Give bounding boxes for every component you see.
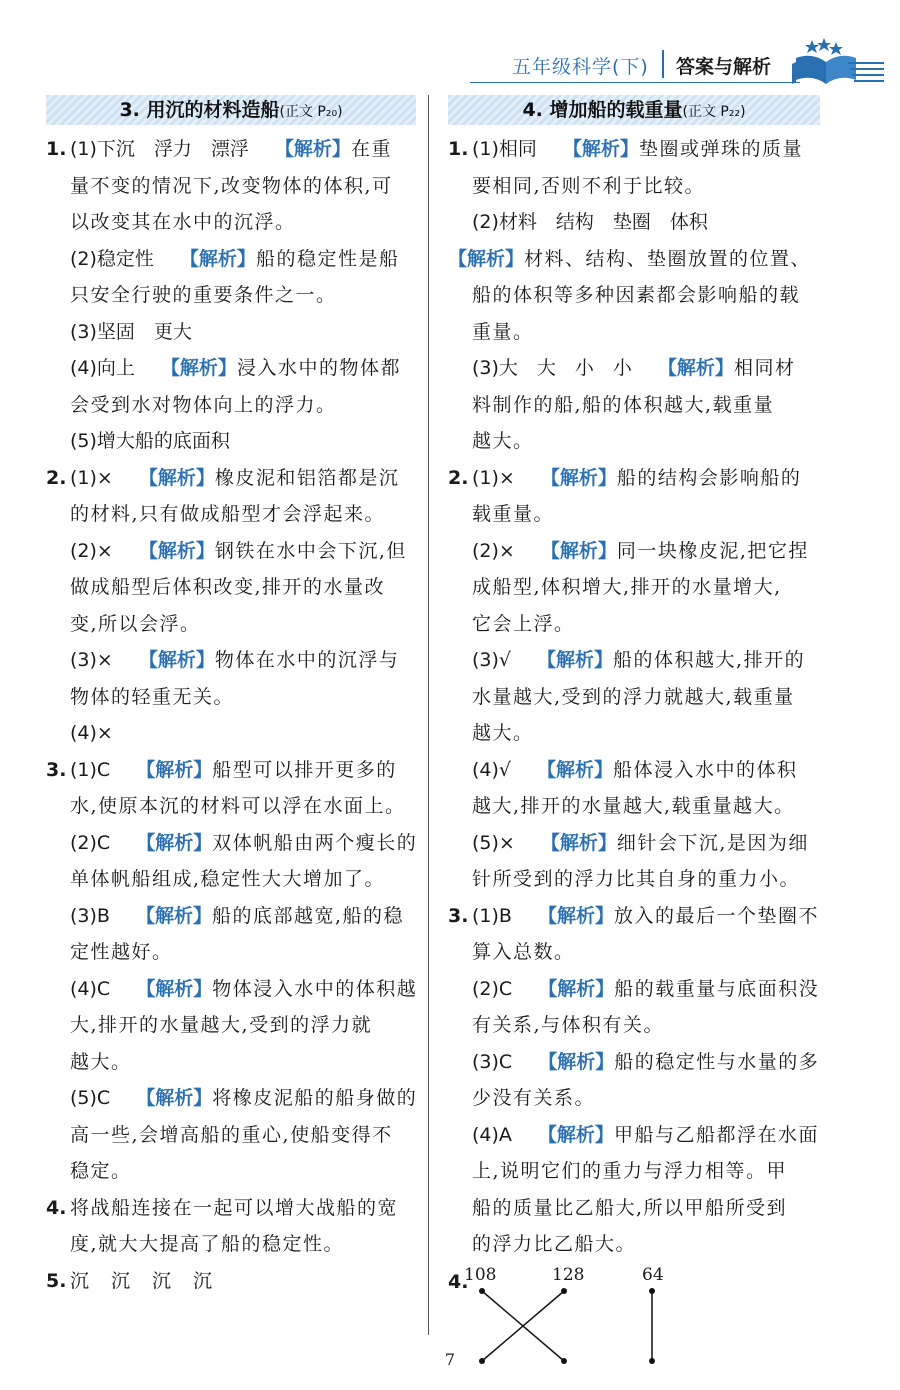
answer-line xyxy=(70,606,416,643)
answer-choice: (1)相同 xyxy=(472,138,537,160)
matching-label: 128 xyxy=(552,1264,585,1285)
page-number: 7 xyxy=(444,1350,456,1369)
answer-choice: (1)下沉 浮力 漂浮 xyxy=(70,138,249,160)
answer-choice: (5)增大船的底面积 xyxy=(70,430,230,452)
explanation-text: 船体浸入水中的体积 xyxy=(613,758,798,781)
answer-item xyxy=(448,460,820,898)
section-ref: (正文 P₂₀) xyxy=(279,104,343,120)
answer-line xyxy=(70,752,416,789)
explanation-text: 重量。 xyxy=(472,320,534,343)
answer-line xyxy=(70,168,416,205)
answer-line xyxy=(70,496,416,533)
explanation-text: 要相同,否则不利于比较。 xyxy=(472,174,706,197)
explanation-text: 的材料,只有做成船型才会浮起来。 xyxy=(70,503,386,525)
answer-line xyxy=(472,861,820,898)
question-number: 1. xyxy=(46,138,67,160)
question-number: 4. xyxy=(448,1270,469,1293)
answer-line xyxy=(472,1044,820,1081)
answer-line xyxy=(70,1263,416,1300)
analysis-tag: 【解析】 xyxy=(136,831,213,854)
explanation-text: 船的质量比乙船大,所以甲船所受到 xyxy=(472,1196,788,1219)
match-dot xyxy=(649,1288,655,1294)
answer-line xyxy=(472,825,820,862)
explanation-text: 会受到水对物体向上的浮力。 xyxy=(70,393,337,416)
answer-line xyxy=(472,350,820,387)
section-title-right xyxy=(448,95,820,125)
answer-item xyxy=(46,1190,416,1263)
answer-line xyxy=(70,1190,416,1227)
answer-line xyxy=(472,569,820,606)
explanation-text: 船的体积等多种因素都会影响船的载 xyxy=(472,284,801,306)
answer-line xyxy=(472,715,820,752)
explanation-text: 少没有关系。 xyxy=(472,1087,596,1109)
explanation-text: 船的稳定性是船 xyxy=(255,247,400,270)
explanation-text: 船的结构会影响船的 xyxy=(616,466,802,489)
match-dot xyxy=(479,1288,485,1294)
answer-choice: (2)稳定性 xyxy=(70,247,154,270)
explanation-text: 单体帆船组成,稳定性大大增加了。 xyxy=(70,868,386,890)
answer-line xyxy=(472,642,820,679)
answer-line xyxy=(70,423,416,460)
answer-choice: (4)A xyxy=(472,1123,512,1146)
explanation-text: 船的体积越大,排开的 xyxy=(613,649,806,671)
analysis-tag: 【解析】 xyxy=(136,758,213,781)
analysis-tag: 【解析】 xyxy=(138,466,215,489)
explanation-text: 高一些,会增高船的重心,使船变得不 xyxy=(70,1123,393,1146)
explanation-text: 度,就大大提高了船的稳定性。 xyxy=(70,1233,345,1255)
answer-line xyxy=(70,387,416,424)
answer-line xyxy=(70,861,416,898)
grade-subject-label: 五年级科学(下) xyxy=(512,56,649,78)
explanation-text: 针所受到的浮力比其自身的重力小。 xyxy=(472,868,801,890)
answer-item xyxy=(46,1263,416,1300)
explanation-text: 越大。 xyxy=(70,1050,132,1073)
answer-line xyxy=(70,1080,416,1117)
answer-choice: (3)B xyxy=(70,904,110,927)
answer-line xyxy=(472,460,820,497)
question-number: 3. xyxy=(448,904,469,927)
answer-line xyxy=(472,1007,820,1044)
explanation-text: 成船型,体积增大,排开的水量增大, xyxy=(472,576,782,598)
answer-choice: (2)C xyxy=(70,831,111,854)
explanation-text: 相同材 xyxy=(733,357,796,379)
explanation-text: 载重量。 xyxy=(472,503,555,525)
answer-choice: (3)C xyxy=(472,1050,513,1073)
analysis-tag: 【解析】 xyxy=(274,138,351,160)
answer-line xyxy=(472,1153,820,1190)
explanation-text: 大,排开的水量越大,受到的浮力就 xyxy=(70,1014,373,1036)
answer-choice: (4)√ xyxy=(472,758,512,781)
explanation-text: 以改变其在水中的沉浮。 xyxy=(70,211,296,233)
answer-choice: (2)× xyxy=(472,539,515,562)
answer-choice: (3)大 大 小 小 xyxy=(472,357,632,379)
answer-line xyxy=(472,606,820,643)
explanation-text: 有关系,与体积有关。 xyxy=(472,1014,665,1036)
answer-line xyxy=(472,971,820,1008)
explanation-text: 越大。 xyxy=(472,430,534,452)
explanation-text: 越大。 xyxy=(472,722,534,744)
header-separator xyxy=(662,50,664,78)
answer-line xyxy=(70,1153,416,1190)
explanation-text: 的浮力比乙船大。 xyxy=(472,1233,637,1255)
answer-line xyxy=(70,1117,416,1154)
answer-line xyxy=(70,277,416,314)
analysis-tag: 【解析】 xyxy=(537,1123,614,1146)
question-number: 4. xyxy=(46,1196,67,1219)
answer-line xyxy=(472,533,820,570)
answer-line xyxy=(472,1190,820,1227)
answer-line xyxy=(472,934,820,971)
answer-line xyxy=(70,460,416,497)
answer-line xyxy=(472,131,820,168)
match-dot xyxy=(561,1288,567,1294)
explanation-text: 变,所以会浮。 xyxy=(70,612,201,635)
answer-line xyxy=(70,898,416,935)
answer-choice: (2)材料 结构 垫圈 体积 xyxy=(472,211,708,233)
answer-line xyxy=(472,387,820,424)
explanation-text: 它会上浮。 xyxy=(472,612,575,635)
question-number: 2. xyxy=(448,466,469,489)
answer-line xyxy=(70,241,416,278)
explanation-text: 只安全行驶的重要条件之一。 xyxy=(70,284,337,306)
answer-line xyxy=(70,569,416,606)
answer-line xyxy=(70,642,416,679)
answer-line xyxy=(70,1044,416,1081)
analysis-tag: 【解析】 xyxy=(138,649,215,671)
explanation-text: 将战船连接在一起可以增大战船的宽 xyxy=(70,1196,399,1219)
answer-line xyxy=(70,934,416,971)
answer-line xyxy=(70,788,416,825)
answer-line xyxy=(70,350,416,387)
analysis-tag: 【解析】 xyxy=(136,1087,213,1109)
answer-choice: (3)√ xyxy=(472,649,512,671)
header-underline xyxy=(470,82,800,83)
explanation-text: 橡皮泥和铝箔都是沉 xyxy=(214,466,400,489)
explanation-text: 钢铁在水中会下沉,但 xyxy=(214,539,407,562)
answer-line xyxy=(472,752,820,789)
open-book-with-stars-icon xyxy=(790,38,886,90)
analysis-tag: 【解析】 xyxy=(540,539,617,562)
explanation-text: 在重 xyxy=(350,138,392,160)
explanation-text: 量不变的情况下,改变物体的体积,可 xyxy=(70,174,393,197)
right-answer-list xyxy=(448,131,820,1263)
answer-item xyxy=(46,752,416,1190)
analysis-tag: 【解析】 xyxy=(136,977,213,1000)
answer-item xyxy=(46,460,416,752)
answer-line xyxy=(472,423,820,460)
section-title-text: 3. 用沉的材料造船 xyxy=(119,99,280,121)
column-divider xyxy=(428,95,429,1335)
explanation-text: 双体帆船由两个瘦长的 xyxy=(212,831,418,854)
answer-line xyxy=(70,533,416,570)
page-header xyxy=(0,0,900,92)
explanation-text: 定性越好。 xyxy=(70,941,173,963)
answer-line xyxy=(70,715,416,752)
matching-label: 108 xyxy=(464,1264,497,1285)
answer-choice: (1)× xyxy=(472,466,515,489)
explanation-text: 沉 沉 沉 沉 xyxy=(70,1269,214,1292)
answer-line xyxy=(472,277,820,314)
explanation-text: 垫圈或弹珠的质量 xyxy=(638,138,803,160)
answer-choice: (4)× xyxy=(70,722,113,744)
explanation-text: 做成船型后体积改变,排开的水量改 xyxy=(70,576,386,598)
answer-line xyxy=(70,971,416,1008)
answer-line xyxy=(70,131,416,168)
answer-line xyxy=(70,825,416,862)
answers-title: 答案与解析 xyxy=(676,56,772,78)
right-column xyxy=(448,95,820,1375)
answer-line xyxy=(70,1226,416,1263)
answer-line xyxy=(472,496,820,533)
explanation-text: 放入的最后一个垫圈不 xyxy=(613,904,819,927)
answer-item xyxy=(448,898,820,1263)
explanation-text: 物体的轻重无关。 xyxy=(70,685,235,708)
answer-line xyxy=(472,679,820,716)
explanation-text: 船的底部越宽,船的稳 xyxy=(211,904,405,927)
analysis-tag: 【解析】 xyxy=(448,247,525,270)
explanation-text: 稳定。 xyxy=(70,1160,132,1182)
explanation-text: 上,说明它们的重力与浮力相等。甲 xyxy=(472,1160,788,1182)
answer-choice: (3)× xyxy=(70,649,113,671)
analysis-tag: 【解析】 xyxy=(160,357,237,379)
explanation-text: 船的载重量与底面积没 xyxy=(614,977,820,1000)
answer-choice: (1)C xyxy=(70,758,111,781)
answer-line xyxy=(472,168,820,205)
section-title-text: 4. 增加船的载重量 xyxy=(522,99,683,121)
explanation-text: 同一块橡皮泥,把它捏 xyxy=(616,539,809,562)
answer-item xyxy=(448,131,820,460)
analysis-tag: 【解析】 xyxy=(537,904,614,927)
left-answer-list xyxy=(46,131,416,1299)
answer-choice: (4)C xyxy=(70,977,111,1000)
answer-choice: (4)向上 xyxy=(70,357,135,379)
answer-choice: (1)B xyxy=(472,904,512,927)
analysis-tag: 【解析】 xyxy=(537,758,614,781)
answer-line xyxy=(472,898,820,935)
explanation-text: 物体浸入水中的体积越 xyxy=(212,977,418,1000)
answer-line xyxy=(472,788,820,825)
section-ref: (正文 P₂₂) xyxy=(682,104,746,120)
answer-choice: (5)× xyxy=(472,831,515,854)
answer-line xyxy=(472,1080,820,1117)
analysis-tag: 【解析】 xyxy=(538,1050,615,1073)
question-number: 1. xyxy=(448,138,469,160)
explanation-text: 算入总数。 xyxy=(472,941,575,963)
question-number: 5. xyxy=(46,1269,67,1292)
analysis-tag: 【解析】 xyxy=(538,977,615,1000)
answer-choice: (2)× xyxy=(70,539,113,562)
left-column xyxy=(46,95,416,1299)
analysis-tag: 【解析】 xyxy=(562,138,639,160)
explanation-text: 水量越大,受到的浮力就越大,载重量 xyxy=(472,685,795,708)
analysis-tag: 【解析】 xyxy=(540,831,617,854)
explanation-text: 细针会下沉,是因为细 xyxy=(616,831,809,854)
explanation-text: 料制作的船,船的体积越大,载重量 xyxy=(472,393,775,416)
answer-line xyxy=(70,314,416,351)
analysis-tag: 【解析】 xyxy=(179,247,256,270)
analysis-tag: 【解析】 xyxy=(657,357,734,379)
answer-choice: (3)坚固 更大 xyxy=(70,320,192,343)
explanation-text: 将橡皮泥船的船身做的 xyxy=(212,1087,418,1109)
answer-line xyxy=(472,1117,820,1154)
question-number: 3. xyxy=(46,758,67,781)
analysis-tag: 【解析】 xyxy=(540,466,617,489)
answer-item xyxy=(46,131,416,460)
analysis-tag: 【解析】 xyxy=(537,649,614,671)
explanation-text: 材料、结构、垫圈放置的位置、 xyxy=(524,247,812,270)
answer-line xyxy=(70,204,416,241)
answer-line xyxy=(70,1007,416,1044)
answer-choice: (2)C xyxy=(472,977,513,1000)
explanation-text: 船的稳定性与水量的多 xyxy=(614,1050,820,1073)
answer-line xyxy=(472,1226,820,1263)
explanation-text: 物体在水中的沉浮与 xyxy=(214,649,400,671)
answer-line xyxy=(70,679,416,716)
explanation-text: 浸入水中的物体都 xyxy=(236,357,401,379)
explanation-text: 甲船与乙船都浮在水面 xyxy=(613,1123,819,1146)
answer-choice: (1)× xyxy=(70,466,113,489)
answer-choice: (5)C xyxy=(70,1087,111,1109)
explanation-text: 水,使原本沉的材料可以浮在水面上。 xyxy=(70,795,406,817)
explanation-text: 船型可以排开更多的 xyxy=(212,758,397,781)
answer-line xyxy=(472,204,820,241)
section-title-left xyxy=(46,95,416,125)
explanation-text: 越大,排开的水量越大,载重量越大。 xyxy=(472,795,795,817)
answer-line xyxy=(472,314,820,351)
question-number: 2. xyxy=(46,466,67,489)
matching-label: 64 xyxy=(642,1264,664,1285)
analysis-tag: 【解析】 xyxy=(135,904,212,927)
answer-line xyxy=(448,241,820,278)
analysis-tag: 【解析】 xyxy=(138,539,215,562)
